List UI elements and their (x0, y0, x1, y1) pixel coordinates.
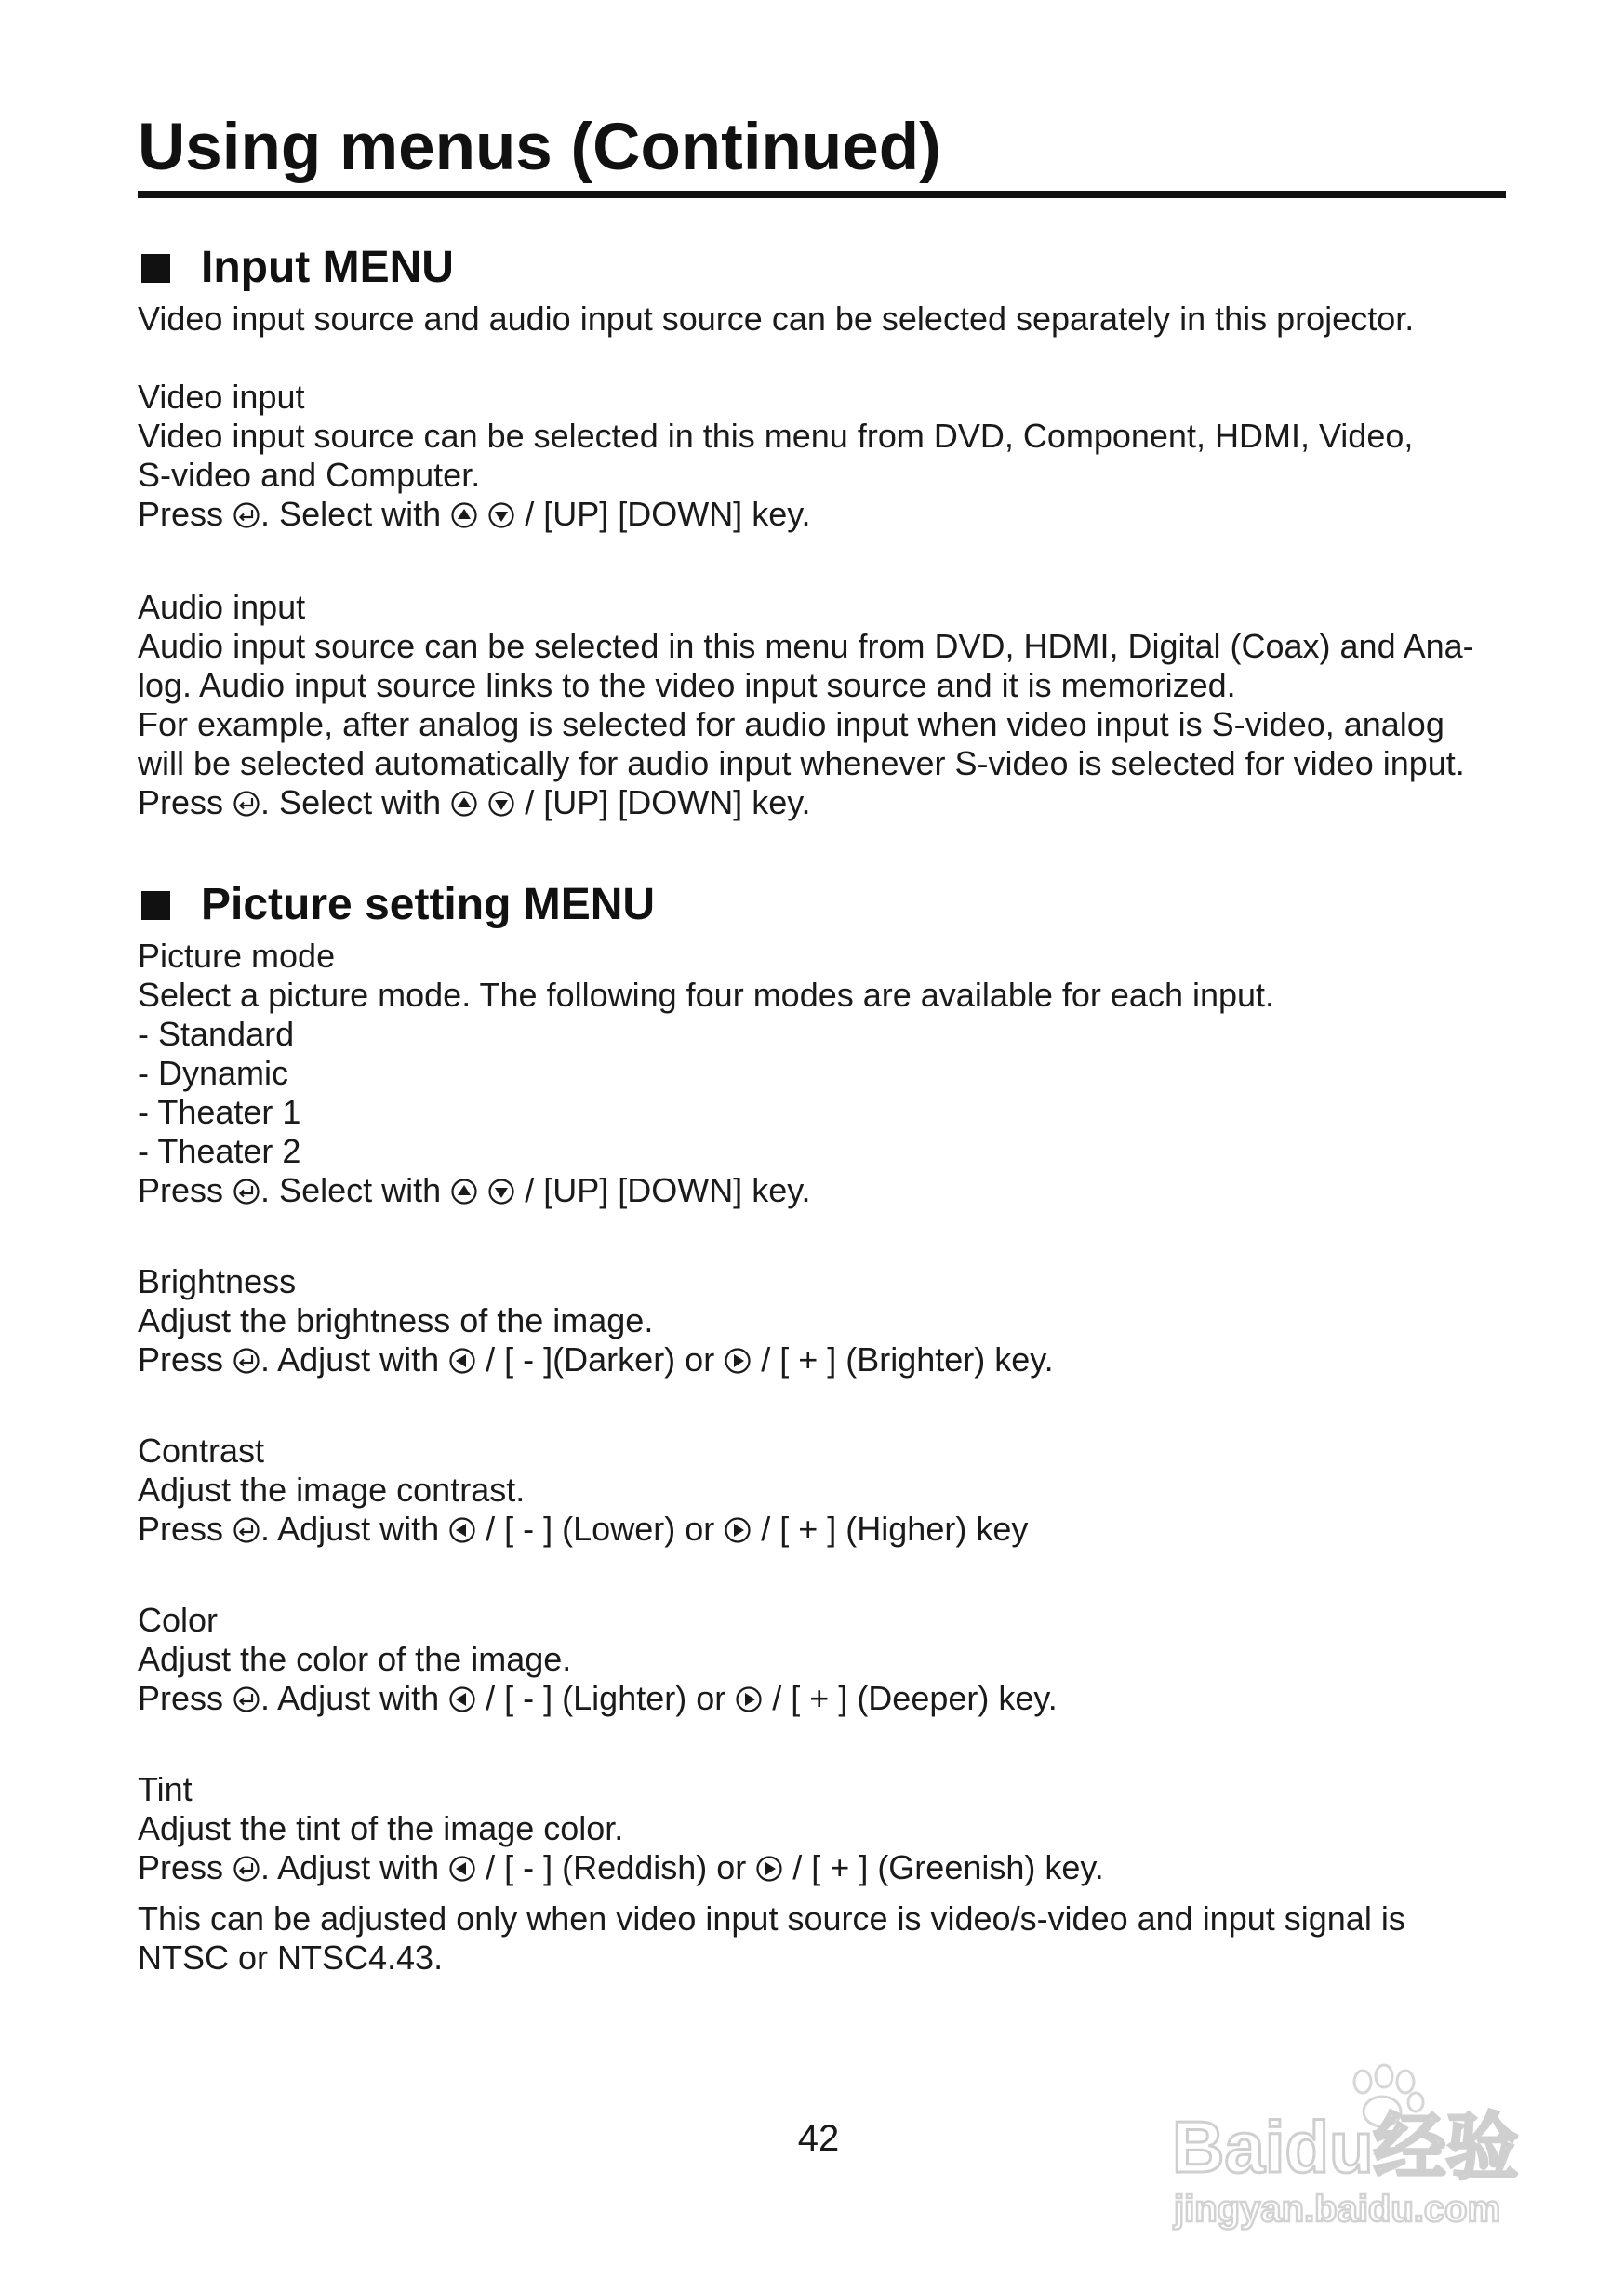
tint-note-cont: NTSC or NTSC4.43. (138, 1938, 444, 1977)
audio-input-example: For example, after analog is selected for audio input when video input is S-video, analog (138, 705, 1444, 743)
section-heading-picture: Picture setting MENU (201, 880, 656, 929)
picture-mode-option: - Standard (138, 1015, 295, 1053)
page-title: Using menus (Continued) (138, 111, 941, 184)
audio-input-desc: Audio input source can be selected in this menu from DVD, HDMI, Digital (Coax) and Ana- (138, 627, 1474, 665)
adjust-text: . Adjust with (260, 1340, 440, 1379)
up-arrow-key-icon (450, 501, 478, 529)
contrast-instruction (138, 1510, 1028, 1549)
press-text: Press (138, 1848, 224, 1886)
color-label: Color (138, 1601, 219, 1639)
contrast-desc: Adjust the image contrast. (138, 1471, 526, 1509)
up-arrow-key-icon (450, 1178, 478, 1206)
decrease-text: / [ - ] (Lighter) or (486, 1679, 726, 1717)
increase-text: / [ + ] (Brighter) key. (761, 1340, 1054, 1379)
up-arrow-key-icon (450, 790, 478, 818)
video-input-desc: Video input source can be selected in this menu from DVD, Component, HDMI, Video, (138, 417, 1414, 455)
brightness-desc: Adjust the brightness of the image. (138, 1301, 654, 1339)
left-arrow-key-icon (448, 1516, 476, 1544)
increase-text: / [ + ] (Greenish) key. (792, 1848, 1104, 1886)
enter-key-icon (233, 1347, 260, 1375)
tint-label: Tint (138, 1770, 193, 1808)
adjust-text: . Adjust with (260, 1510, 440, 1548)
picture-mode-label: Picture mode (138, 937, 336, 975)
decrease-text: / [ - ] (Lower) or (486, 1510, 715, 1548)
press-text: Press (138, 1679, 224, 1717)
watermark-url: jingyan.baidu.com (1174, 2189, 1501, 2230)
contrast-label: Contrast (138, 1432, 265, 1470)
decrease-text: / [ - ] (Reddish) or (486, 1848, 747, 1886)
color-desc: Adjust the color of the image. (138, 1640, 572, 1678)
enter-key-icon (233, 790, 260, 818)
video-input-desc-cont: S-video and Computer. (138, 456, 481, 494)
tint-desc: Adjust the tint of the image color. (138, 1809, 624, 1847)
press-text: Press (138, 1340, 224, 1379)
enter-key-icon (233, 1685, 260, 1713)
audio-input-desc-cont: log. Audio input source links to the video input source and it is memorized. (138, 666, 1236, 704)
left-arrow-key-icon (448, 1347, 476, 1375)
watermark-brand: Baidu经验 (1172, 2106, 1519, 2188)
adjust-text: . Adjust with (260, 1679, 440, 1717)
enter-key-icon (233, 501, 260, 529)
picture-mode-option: - Theater 1 (138, 1093, 301, 1131)
enter-key-icon (233, 1178, 260, 1206)
right-arrow-key-icon (724, 1516, 752, 1544)
key-text: / [UP] [DOWN] key. (525, 783, 811, 821)
baidu-watermark-logo (1153, 2056, 1544, 2242)
brightness-label: Brightness (138, 1262, 297, 1300)
decrease-text: / [ - ](Darker) or (486, 1340, 715, 1379)
picture-mode-desc: Select a picture mode. The following four modes are available for each input. (138, 976, 1275, 1014)
picture-mode-instruction (138, 1171, 811, 1210)
audio-input-example-cont: will be selected automatically for audio input whenever S-video is selected for video input. (138, 744, 1465, 782)
press-text: Press (138, 1510, 224, 1548)
press-text: Press (138, 783, 224, 821)
key-text: / [UP] [DOWN] key. (525, 495, 811, 533)
picture-mode-option: - Theater 2 (138, 1132, 301, 1170)
picture-mode-option: - Dynamic (138, 1054, 289, 1092)
adjust-text: . Adjust with (260, 1848, 440, 1886)
enter-key-icon (233, 1516, 260, 1544)
right-arrow-key-icon (735, 1685, 763, 1713)
select-text: . Select with (260, 783, 442, 821)
audio-input-label: Audio input (138, 588, 306, 626)
color-instruction (138, 1679, 1058, 1718)
left-arrow-key-icon (448, 1685, 476, 1713)
title-rule (138, 191, 1506, 198)
press-text: Press (138, 1171, 224, 1209)
left-arrow-key-icon (448, 1855, 476, 1883)
press-text: Press (138, 495, 224, 533)
audio-input-instruction (138, 783, 811, 822)
right-arrow-key-icon (755, 1855, 783, 1883)
key-text: / [UP] [DOWN] key. (525, 1171, 811, 1209)
increase-text: / [ + ] (Higher) key (761, 1510, 1029, 1548)
enter-key-icon (233, 1855, 260, 1883)
video-input-instruction (138, 495, 811, 534)
tint-note: This can be adjusted only when video input source is video/s-video and input signal is (138, 1899, 1405, 1938)
down-arrow-key-icon (487, 1178, 515, 1206)
tint-instruction (138, 1848, 1104, 1887)
select-text: . Select with (260, 1171, 442, 1209)
increase-text: / [ + ] (Deeper) key. (772, 1679, 1058, 1717)
page-number: 42 (797, 2118, 840, 2159)
down-arrow-key-icon (487, 501, 515, 529)
section-bullet-square (141, 254, 170, 283)
section-bullet-square (141, 891, 170, 920)
brightness-instruction (138, 1340, 1054, 1379)
section-heading-input: Input MENU (201, 243, 454, 292)
input-intro: Video input source and audio input source can be selected separately in this projector. (138, 300, 1415, 338)
video-input-label: Video input (138, 378, 305, 416)
down-arrow-key-icon (487, 790, 515, 818)
select-text: . Select with (260, 495, 442, 533)
right-arrow-key-icon (724, 1347, 752, 1375)
